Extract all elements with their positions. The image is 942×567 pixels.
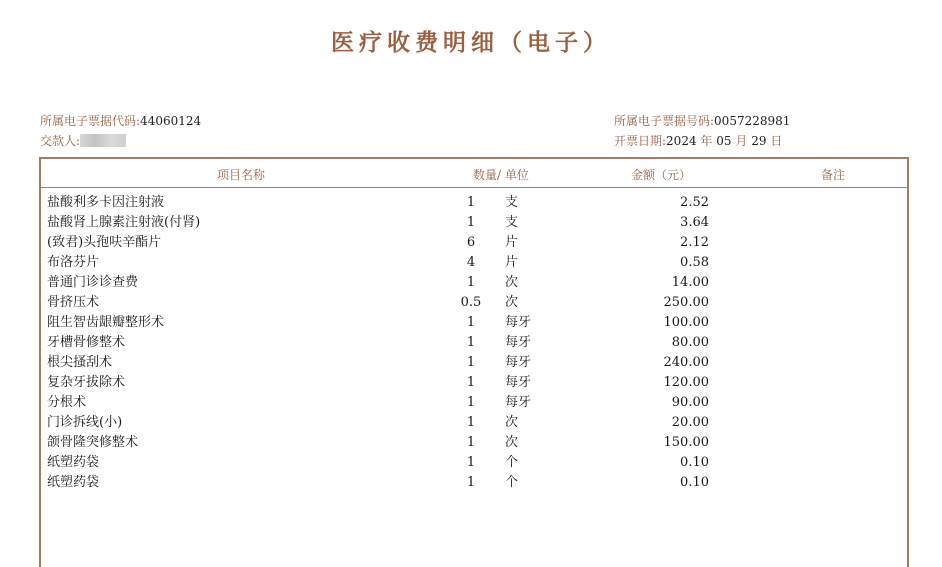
item-amount: 240.00: [663, 355, 709, 370]
item-unit: 次: [505, 415, 519, 430]
item-unit: 次: [505, 275, 519, 290]
item-amount: 150.00: [663, 435, 709, 450]
header-item-name: 项目名称: [217, 168, 266, 182]
item-quantity: 1: [466, 375, 476, 390]
item-quantity: 4: [466, 255, 476, 270]
item-quantity: 1: [466, 415, 476, 430]
table-row: [41, 233, 907, 253]
item-name: 根尖搔刮术: [47, 355, 113, 370]
item-name: 纸塑药袋: [47, 455, 100, 470]
item-amount: 2.12: [680, 235, 709, 250]
item-name: 盐酸利多卡因注射液: [47, 195, 165, 210]
item-unit: 每牙: [505, 315, 532, 330]
table-header: [41, 159, 907, 188]
item-amount: 3.64: [680, 215, 709, 230]
item-unit: 个: [505, 455, 519, 470]
date-year-unit: 年: [700, 134, 713, 148]
item-name: 骨挤压术: [47, 295, 100, 310]
table-row: [41, 293, 907, 313]
date-year: 2024: [666, 134, 697, 148]
header-amount: 金额（元）: [631, 168, 692, 182]
item-unit: 支: [505, 215, 519, 230]
item-quantity: 1: [466, 335, 476, 350]
item-name: 纸塑药袋: [47, 475, 100, 490]
item-name: 颌骨隆突修整术: [47, 435, 139, 450]
item-unit: 次: [505, 295, 519, 310]
invoice-code-line: [40, 111, 201, 131]
table-row: [41, 273, 907, 293]
item-unit: 片: [505, 235, 519, 250]
table-row: [41, 413, 907, 433]
redacted-payer-name: [80, 134, 126, 147]
item-unit: 支: [505, 195, 519, 210]
item-quantity: 1: [466, 195, 476, 210]
item-name: 牙槽骨修整术: [47, 335, 126, 350]
date-month: 05: [716, 134, 732, 148]
item-amount: 14.00: [671, 275, 709, 290]
item-name: 阻生智齿龈瓣整形术: [47, 315, 165, 330]
table-row: [41, 473, 907, 493]
item-name: 分根术: [47, 395, 87, 410]
table-row: [41, 193, 907, 213]
item-amount: 0.10: [680, 475, 709, 490]
invoice-code-label: 所属电子票据代码:: [40, 114, 141, 128]
header-remark: 备注: [821, 168, 846, 182]
invoice-number-line: [614, 111, 790, 131]
item-unit: 每牙: [505, 335, 532, 350]
item-quantity: 1: [466, 315, 476, 330]
issue-date-label: 开票日期:: [614, 134, 667, 148]
item-quantity: 1: [466, 455, 476, 470]
item-quantity: 1: [466, 475, 476, 490]
table-row: [41, 433, 907, 453]
invoice-meta-right: [614, 111, 790, 151]
date-day-unit: 日: [770, 134, 783, 148]
invoice-number-value: 0057228981: [714, 114, 791, 128]
item-amount: 20.00: [671, 415, 709, 430]
date-month-unit: 月: [735, 134, 748, 148]
item-amount: 120.00: [663, 375, 709, 390]
table-row: [41, 213, 907, 233]
header-qty-unit: 数量/ 单位: [473, 168, 529, 182]
item-amount: 80.00: [671, 335, 709, 350]
table-row: [41, 373, 907, 393]
date-day: 29: [751, 134, 767, 148]
item-unit: 片: [505, 255, 519, 270]
table-row: [41, 393, 907, 413]
item-name: 门诊拆线(小): [47, 415, 123, 430]
payer-line: [40, 131, 201, 151]
item-quantity: 0.5: [460, 295, 482, 310]
item-name: 盐酸肾上腺素注射液(付肾): [47, 215, 201, 230]
item-name: (致君)头孢呋辛酯片: [47, 235, 162, 250]
item-amount: 100.00: [663, 315, 709, 330]
table-row: [41, 453, 907, 473]
item-amount: 0.10: [680, 455, 709, 470]
item-unit: 每牙: [505, 355, 532, 370]
item-quantity: 1: [466, 435, 476, 450]
item-unit: 每牙: [505, 375, 532, 390]
invoice-code-value: 44060124: [140, 114, 202, 128]
item-name: 普通门诊诊查费: [47, 275, 139, 290]
item-name: 布洛芬片: [47, 255, 100, 270]
invoice-meta-left: [40, 111, 201, 151]
charges-table: [39, 157, 909, 567]
table-row: [41, 333, 907, 353]
item-amount: 250.00: [663, 295, 709, 310]
item-amount: 0.58: [680, 255, 709, 270]
item-quantity: 1: [466, 395, 476, 410]
item-quantity: 1: [466, 215, 476, 230]
table-body: [41, 193, 907, 493]
page-title: 医疗收费明细（电子）: [331, 29, 611, 56]
invoice-number-label: 所属电子票据号码:: [614, 114, 715, 128]
table-row: [41, 253, 907, 273]
item-amount: 2.52: [680, 195, 709, 210]
payer-label: 交款人:: [40, 134, 81, 148]
item-quantity: 1: [466, 275, 476, 290]
table-row: [41, 313, 907, 333]
item-name: 复杂牙拔除术: [47, 375, 126, 390]
table-row: [41, 353, 907, 373]
issue-date-line: [614, 131, 790, 151]
item-amount: 90.00: [671, 395, 709, 410]
item-unit: 每牙: [505, 395, 532, 410]
item-unit: 次: [505, 435, 519, 450]
item-quantity: 6: [466, 235, 476, 250]
item-unit: 个: [505, 475, 519, 490]
item-quantity: 1: [466, 355, 476, 370]
